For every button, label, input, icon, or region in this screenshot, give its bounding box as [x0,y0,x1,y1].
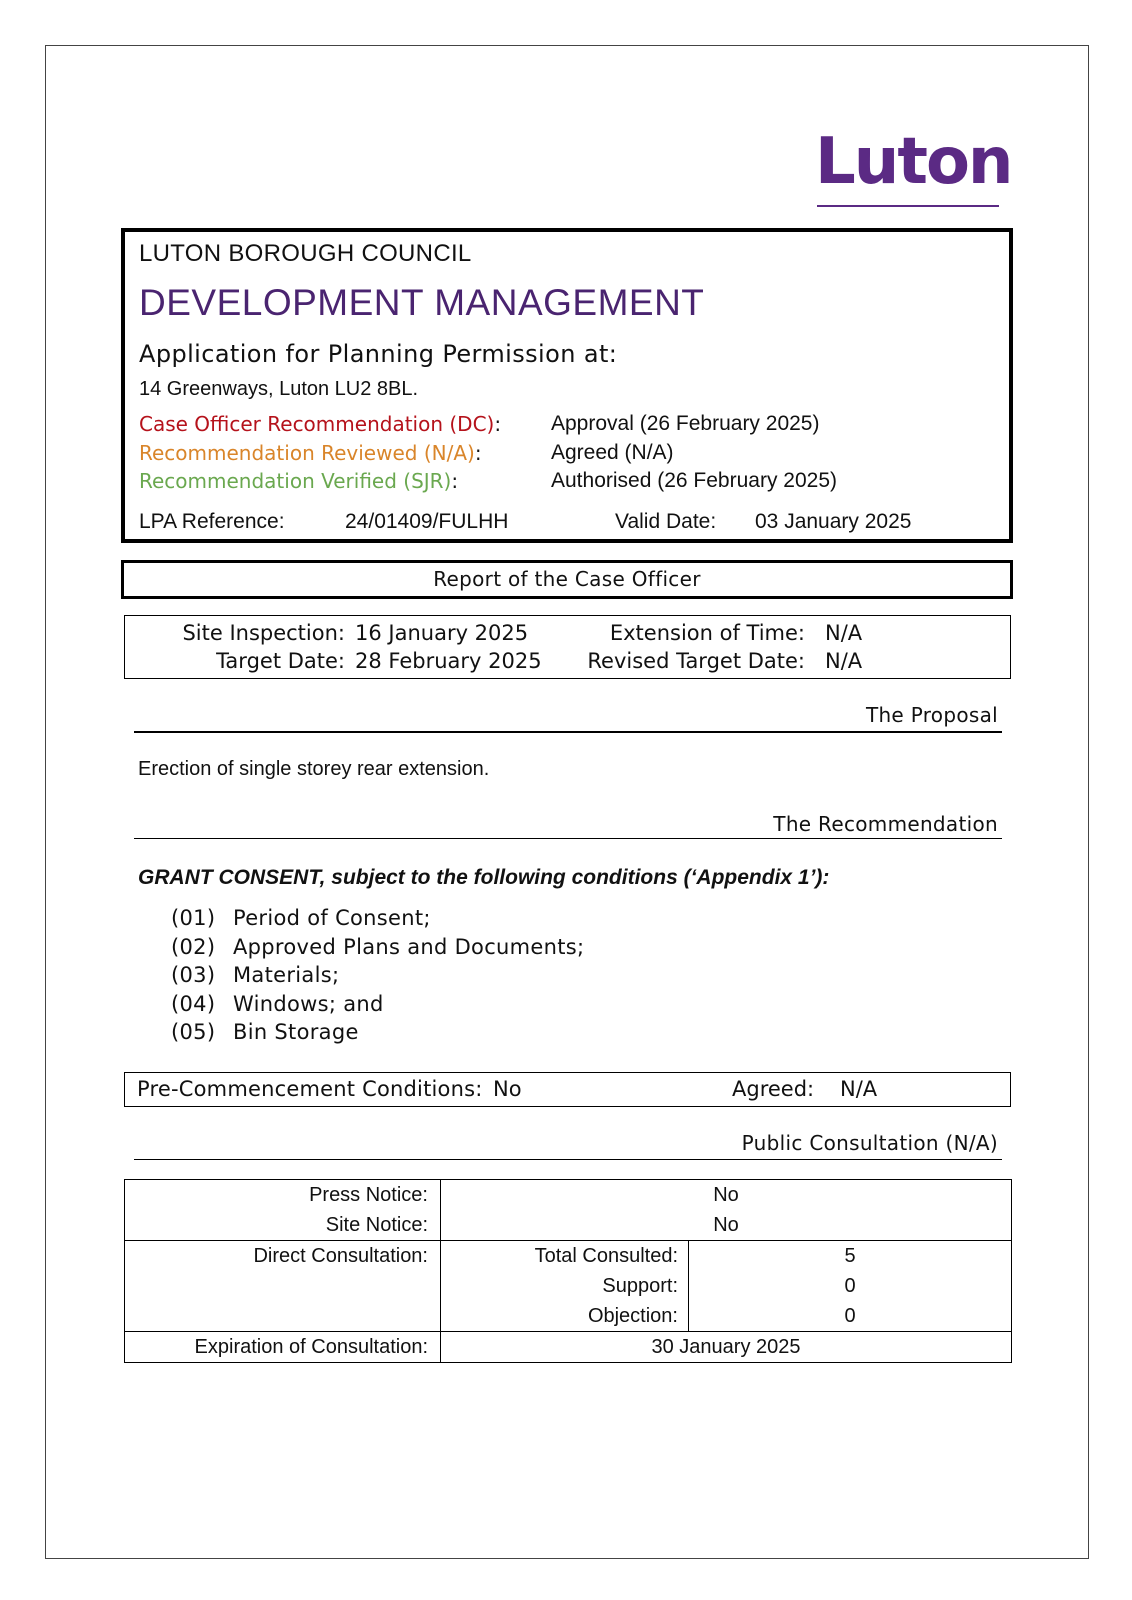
council-name: LUTON BOROUGH COUNCIL [139,240,472,267]
proposal-rule [134,731,1002,733]
site-notice-label: Site Notice: [325,1214,428,1236]
revised-target-value: N/A [825,649,863,673]
report-title: Report of the Case Officer [121,560,1013,599]
press-notice-label: Press Notice: [309,1184,428,1206]
dates-box [124,615,1011,679]
precommencement-box [124,1072,1011,1107]
site-inspection-label: Site Inspection: [182,621,345,645]
header-box [121,228,1013,543]
press-notice-value: No [713,1184,739,1206]
list-item: (04) Windows; and [171,991,384,1016]
table-row [125,1180,1012,1241]
expiration-value: 30 January 2025 [651,1336,801,1358]
objection-value: 0 [844,1305,856,1327]
reference-row [139,510,999,534]
consultation-rule [134,1159,1002,1160]
case-officer-value: Approval (26 February 2025) [551,412,820,435]
support-value: 0 [844,1275,856,1297]
extension-value: N/A [825,621,863,645]
list-item: (03) Materials; [171,963,340,987]
recommendation-rows [139,412,837,498]
grant-consent-text: GRANT CONSENT, subject to the following conditions (‘Appendix 1’): [138,866,830,889]
expiration-label: Expiration of Consultation: [194,1336,428,1358]
recommendation-rule [134,838,1002,839]
precommencement-label: Pre-Commencement Conditions: [137,1077,483,1101]
lpa-reference-value: 24/01409/FULHH [345,510,509,533]
extension-label: Extension of Time: [609,621,805,645]
recommendation-heading: The Recommendation [773,812,998,836]
objection-label: Objection: [587,1305,678,1327]
site-address: 14 Greenways, Luton LU2 8BL. [139,378,419,400]
valid-date-value: 03 January 2025 [755,510,912,533]
proposal-heading: The Proposal [865,703,998,727]
reviewed-value: Agreed (N/A) [551,440,674,464]
total-consulted-value: 5 [844,1245,856,1267]
recommendation-row-dc: Case Officer Recommendation (DC): Approval (26 February 2025) [139,412,837,441]
agreed-value: N/A [840,1077,878,1101]
department-title: DEVELOPMENT MANAGEMENT [139,282,705,323]
target-date-label: Target Date: [216,649,345,673]
table-row [125,1241,1012,1332]
case-officer-label: Case Officer Recommendation (DC) [139,412,495,436]
list-item: (05) Bin Storage [171,1020,359,1044]
logo-underline [817,205,999,207]
lpa-reference-label: LPA Reference: [139,510,285,533]
consultation-table [124,1179,1012,1363]
proposal-text: Erection of single storey rear extension. [138,758,490,780]
recommendation-row-reviewed: Recommendation Reviewed (N/A): Agreed (N/A) [139,441,837,470]
valid-date-label: Valid Date: [615,510,717,533]
total-consulted-label: Total Consulted: [534,1245,678,1267]
table-row [125,1332,1012,1363]
agreed-label: Agreed: [732,1077,815,1101]
verified-label: Recommendation Verified (SJR) [139,469,452,493]
revised-target-label: Revised Target Date: [587,649,805,673]
site-inspection-value: 16 January 2025 [355,621,529,645]
support-label: Support: [602,1275,678,1297]
site-notice-value: No [713,1214,739,1236]
list-item: (02) Approved Plans and Documents; [171,934,585,959]
application-title: Application for Planning Permission at: [139,340,618,368]
recommendation-row-verified: Recommendation Verified (SJR): Authorised (26 February 2025) [139,469,837,498]
direct-consultation-label: Direct Consultation: [253,1245,428,1267]
verified-value: Authorised (26 February 2025) [551,469,837,492]
conditions-list [171,906,584,1049]
reviewed-label: Recommendation Reviewed (N/A) [139,440,475,465]
list-item: (01) Period of Consent; [171,906,431,930]
consultation-heading: Public Consultation (N/A) [741,1131,998,1155]
target-date-value: 28 February 2025 [355,649,542,673]
luton-logo: Luton [815,125,1012,199]
precommencement-value: No [493,1077,522,1101]
